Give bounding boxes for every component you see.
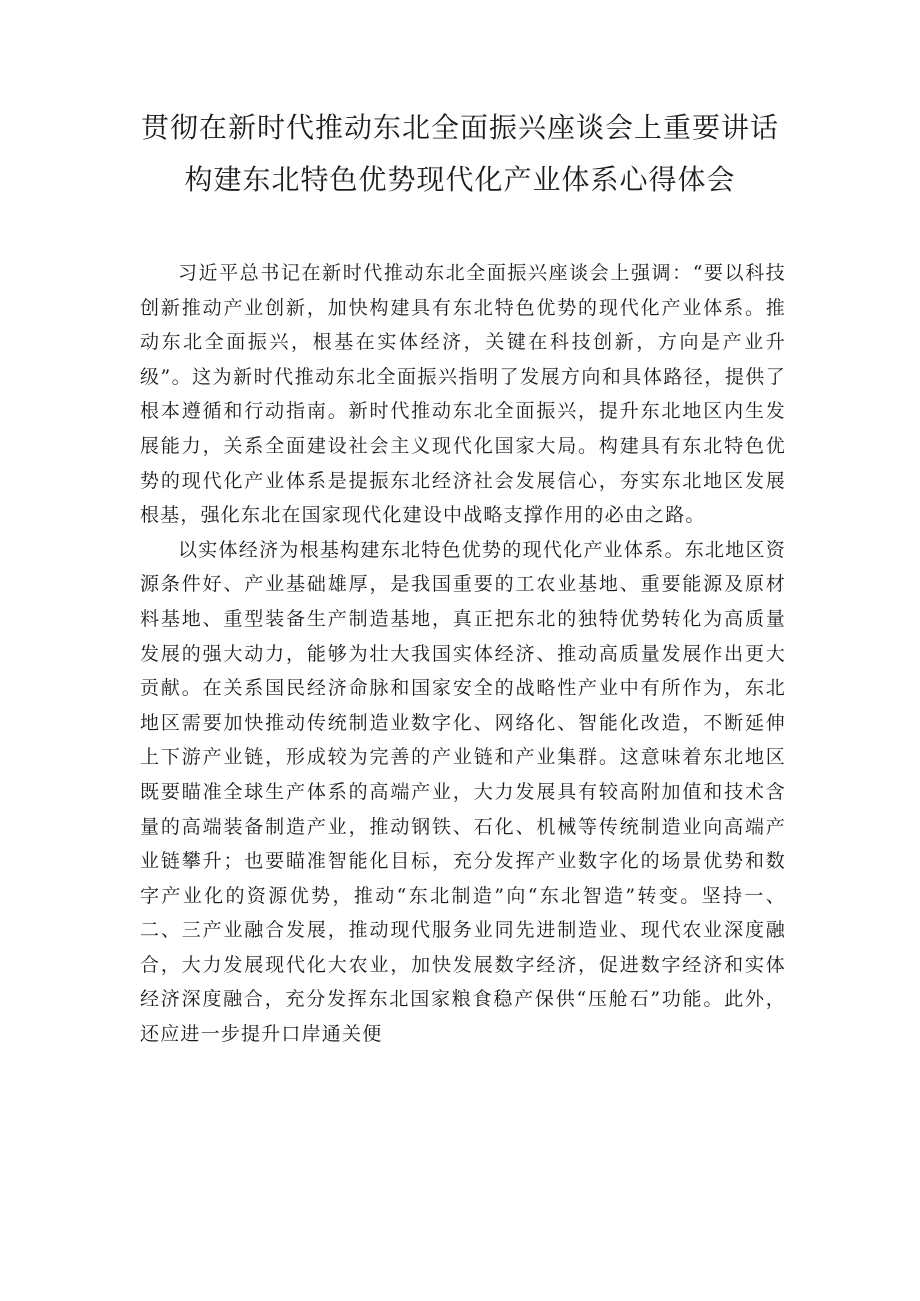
document-body: [140, 256, 786, 1052]
document-title-line-2: 构建东北特色优势现代化产业体系心得体会: [184, 163, 736, 196]
body-paragraph-1: 习近平总书记在新时代推动东北全面振兴座谈会上强调：“要以科技创新推动产业创新，加快构建具有东北特色优势的现代化产业体系。推动东北全面振兴，根基在实体经济，关键在科技创新，方向是产业升级”。这为新时代推动东北全面振兴指明了发展方向和具体路径，提供了根本遵循和行动指南。新时代推动东北全面振兴，提升东北地区内生发展能力，关系全面建设社会主义现代化国家大局。构建具有东北特色优势的现代化产业体系是提振东北经济社会发展信心，夯实东北地区发展根基，强化东北在国家现代化建设中战略支撑作用的必由之路。: [140, 262, 786, 527]
document-title-line-1: 贯彻在新时代推动东北全面振兴座谈会上重要讲话: [140, 111, 779, 144]
body-paragraph-2: 以实体经济为根基构建东北特色优势的现代化产业体系。东北地区资源条件好、产业基础雄厚，是我国重要的工农业基地、重要能源及原材料基地、重型装备生产制造基地，真正把东北的独特优势转化为高质量发展的强大动力，能够为壮大我国实体经济、推动高质量发展作出更大贡献。在关系国民经济命脉和国家安全的战略性产业中有所作为，东北地区需要加快推动传统制造业数字化、网络化、智能化改造，不断延伸上下游产业链，形成较为完善的产业链和产业集群。这意味着东北地区既要瞄准全球生产体系的高端产业，大力发展具有较高附加值和技术含量的高端装备制造产业，推动钢铁、石化、机械等传统制造业向高端产业链攀升；也要瞄准智能化目标，充分发挥产业数字化的场景优势和数字产业化的资源优势，推动“东北制造”向“东北智造”转变。坚持一、二、三产业融合发展，推动现代服务业同先进制造业、现代农业深度融合，大力发展现代化大农业，加快发展数字经济，促进数字经济和实体经济深度融合，充分发挥东北国家粮食稳产保供“压舱石”功能。此外，还应进一步提升口岸通关便: [140, 538, 786, 1046]
